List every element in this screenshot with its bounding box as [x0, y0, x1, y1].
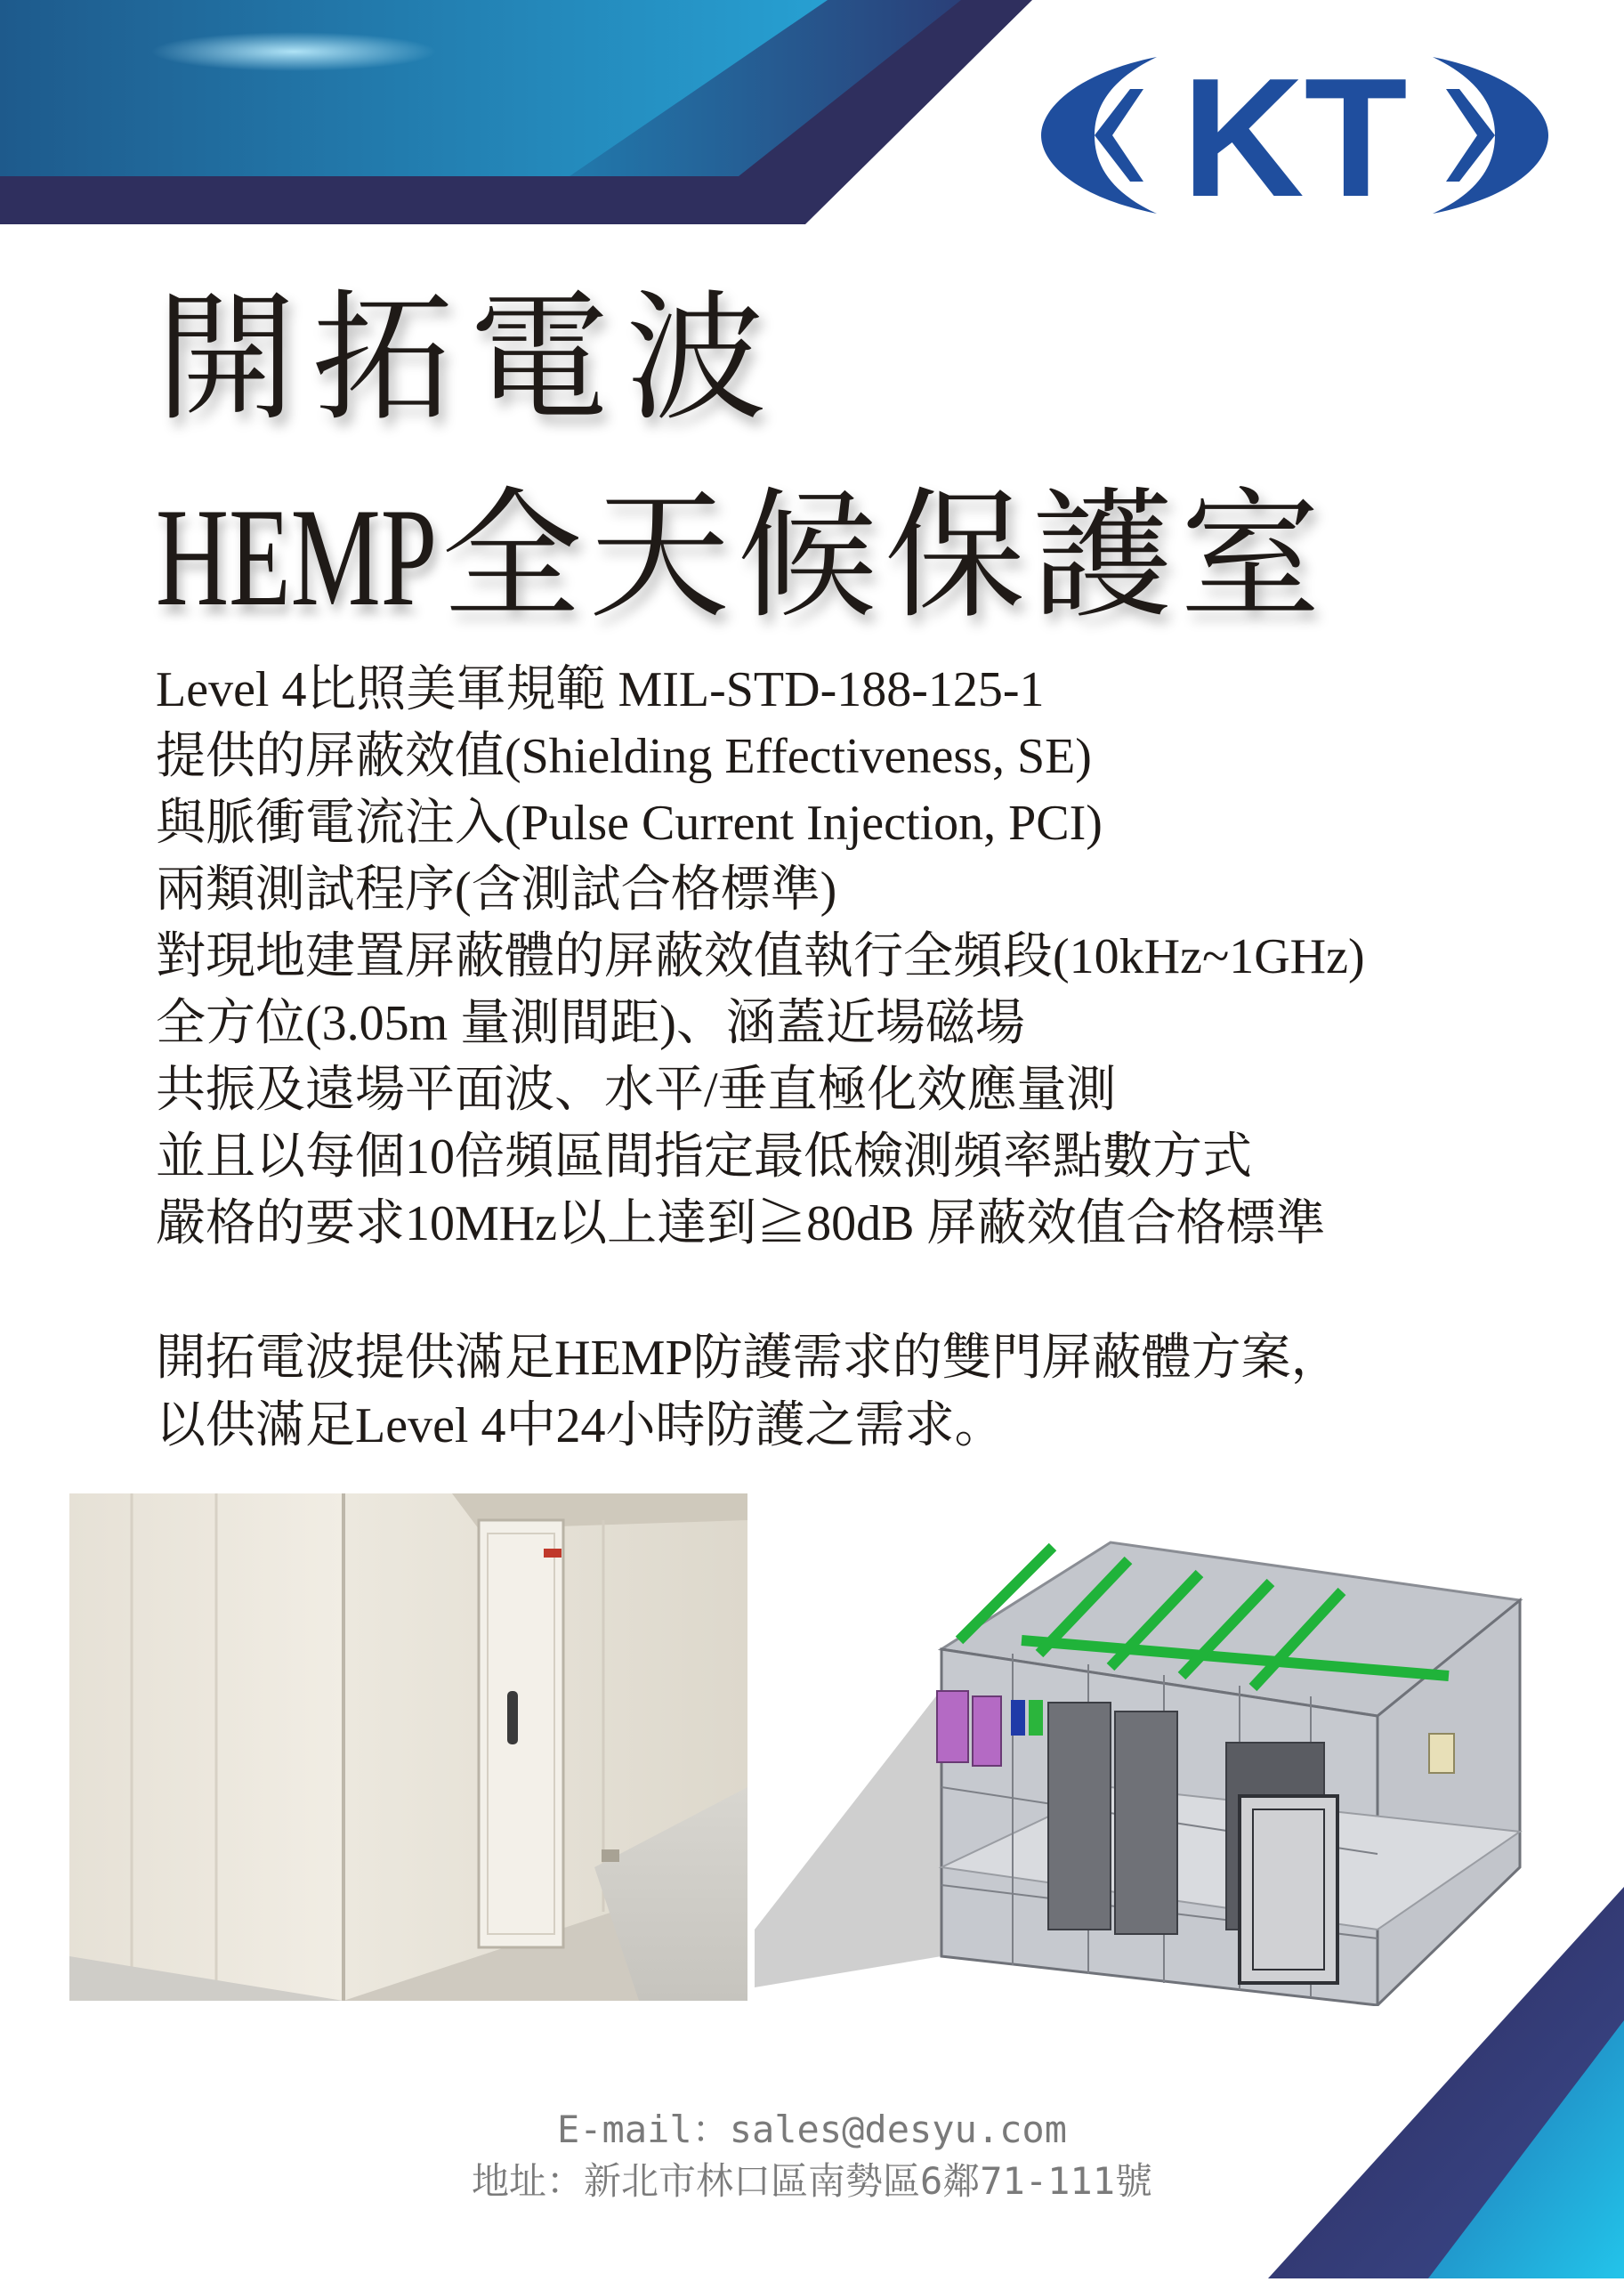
bottom-decorative-corner [1250, 1887, 1624, 2278]
title-line-2 [156, 474, 1328, 638]
description-line: 並且以每個10倍頻區間指定最低檢測頻率點數方式 [156, 1129, 1252, 1185]
description-line: 與脈衝電流注入(Pulse Current Injection, PCI) [156, 796, 1103, 851]
contact-address: 地址：新北市林口區南勢區6鄰71-111號 [471, 2159, 1152, 2203]
kt-logo [1041, 46, 1548, 224]
title-line-1: 開拓電波 [156, 277, 782, 441]
description-line: 嚴格的要求10MHz以上達到≧80dB 屏蔽效值合格標準 [156, 1196, 1326, 1251]
title-latin: HEMP [156, 480, 438, 635]
summary-block [156, 1324, 1580, 1460]
description-line: 兩類測試程序(含測試合格標準) [156, 862, 837, 918]
title-cjk: 全天候保護室 [440, 474, 1328, 638]
summary-line: 開拓電波提供滿足HEMP防護需求的雙門屏蔽體方案， [156, 1331, 1341, 1386]
shielded-room-photo [69, 1493, 747, 2001]
description-line: Level 4比照美軍規範 MIL-STD-188-125-1 [156, 662, 1045, 717]
description-line: 共振及遠場平面波、水平/垂直極化效應量測 [156, 1063, 1117, 1118]
summary-line: 以供滿足Level 4中24小時防護之需求。 [156, 1398, 1005, 1453]
logo-text: KT [1182, 46, 1408, 224]
description-line: 對現地建置屏蔽體的屏蔽效值執行全頻段(10kHz~1GHz) [156, 929, 1365, 984]
description-line: 全方位(3.05m 量測間距)、涵蓋近場磁場 [156, 996, 1025, 1051]
description-line: 提供的屏蔽效值(Shielding Effectiveness, SE) [156, 729, 1092, 784]
description-block [156, 657, 1580, 1258]
contact-email: E-mail：sales@desyu.com [556, 2108, 1067, 2151]
